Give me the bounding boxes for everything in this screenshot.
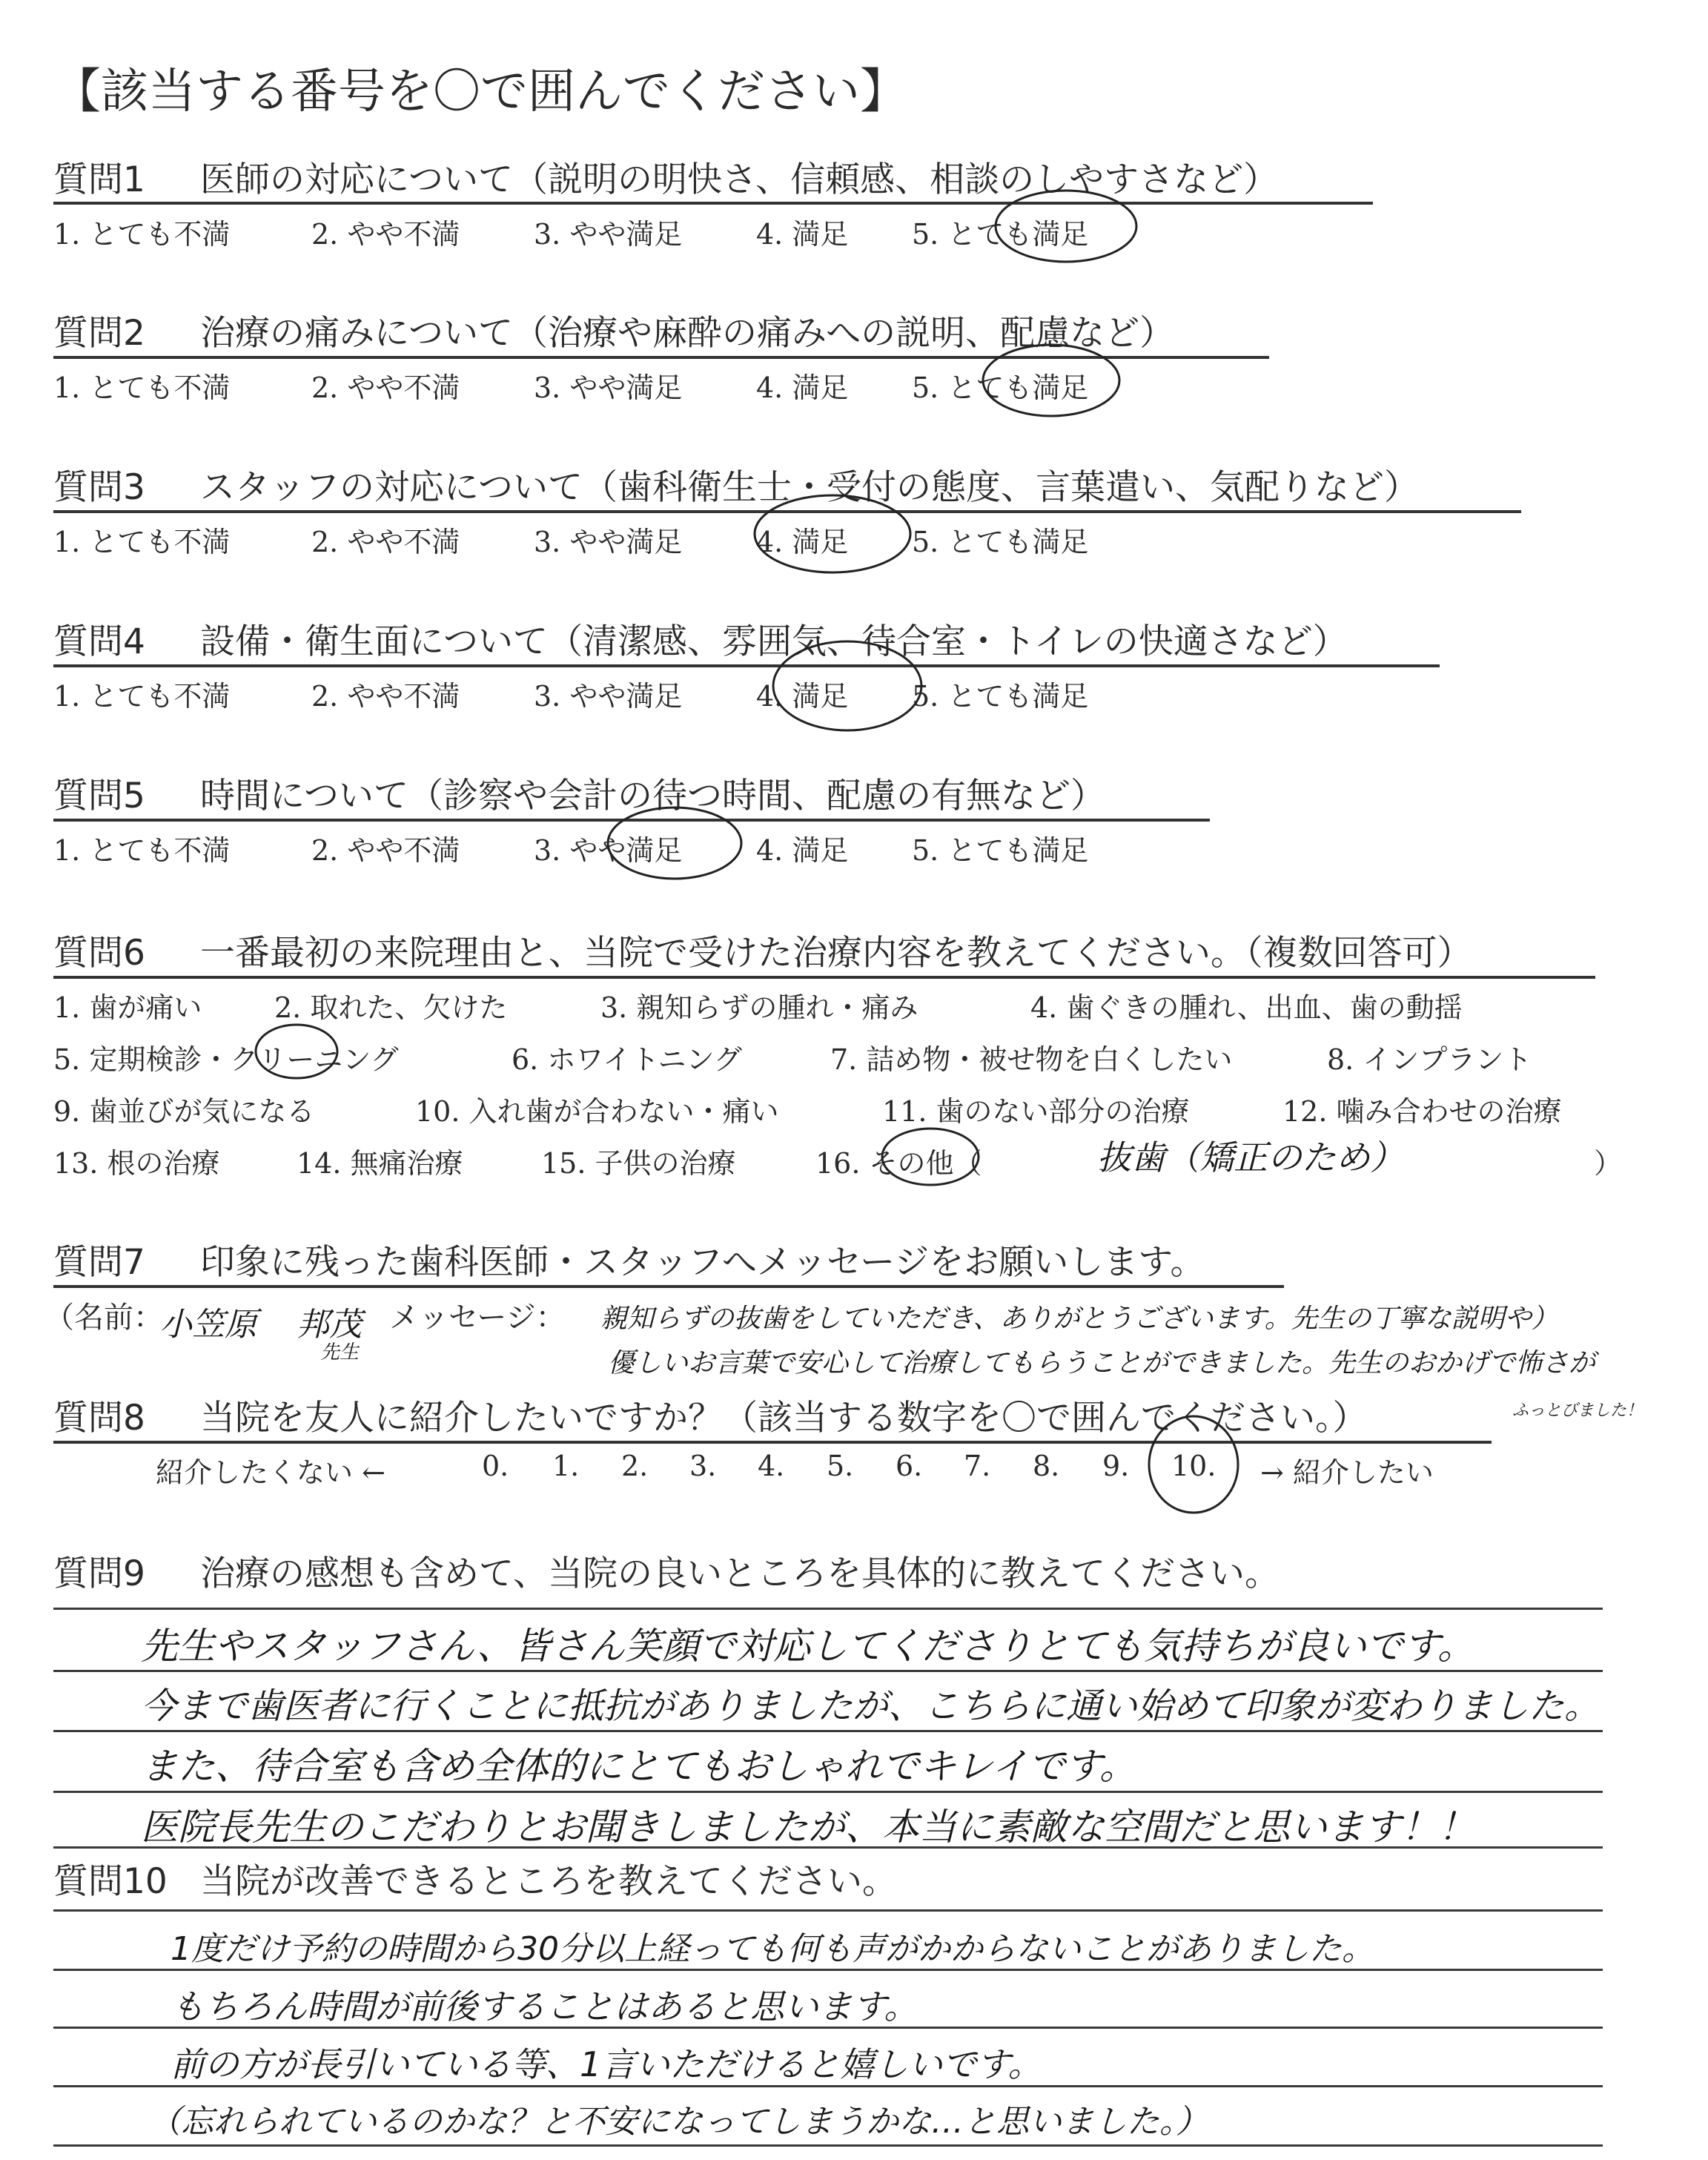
q1-label: 質問1 [53, 159, 145, 200]
q1-option-5[interactable]: 5. とても満足 [912, 218, 1089, 251]
q8-num-6[interactable]: 6. [896, 1450, 923, 1482]
q7-message-line-3[interactable]: ふっとびました！ [1512, 1401, 1644, 1420]
q6-label: 質問6 [53, 933, 145, 974]
q6-option-6[interactable]: 6. ホワイトニング [512, 1043, 742, 1076]
q8-left-label: 紹介したくない ← [156, 1456, 385, 1489]
q6-option-15[interactable]: 15. 子供の治療 [541, 1147, 736, 1180]
q8-num-7[interactable]: 7. [964, 1450, 991, 1482]
q9-answer-line-2[interactable]: 今まで歯医者に行くことに抵抗がありましたが、こちらに通い始めて印象が変わりました。 [141, 1685, 1601, 1727]
q6-option-3[interactable]: 3. 親知らずの腫れ・痛み [600, 991, 918, 1024]
q2-option-2[interactable]: 2. やや不満 [311, 371, 460, 404]
q1-answer-circle [996, 191, 1136, 262]
q6-option-14[interactable]: 14. 無痛治療 [297, 1147, 463, 1180]
q5-answer-circle [608, 807, 741, 879]
q10-answer-line-4[interactable]: （忘れられているのかな？と不安になってしまうかな…と思いました。） [148, 2103, 1208, 2141]
q6-option-8[interactable]: 8. インプラント [1327, 1043, 1532, 1076]
q5-option-4[interactable]: 4. 満足 [756, 834, 849, 867]
q7-name-honorific: 先生 [320, 1341, 360, 1364]
q9-answer-line-4[interactable]: 医院長先生のこだわりとお聞きしましたが、本当に素敵な空間だと思います！！ [141, 1806, 1475, 1849]
q7-message-line-2[interactable]: 優しいお言葉で安心して治療してもらうことができました。先生のおかげで怖さが [608, 1348, 1596, 1378]
q8-num-10[interactable]: 10. [1171, 1450, 1217, 1482]
q5-option-3[interactable]: 3. やや満足 [534, 834, 683, 867]
q7-label: 質問7 [53, 1242, 145, 1283]
q3-label: 質問3 [53, 467, 145, 508]
page-title: 【該当する番号を〇で囲んでください】 [53, 65, 907, 119]
q6-option-16[interactable]: 16. その他（ [815, 1147, 982, 1180]
q6-option-12[interactable]: 12. 噛み合わせの治療 [1282, 1095, 1562, 1128]
q1-option-2[interactable]: 2. やや不満 [311, 218, 460, 251]
q9-answer-line-3[interactable]: また、待合室も含め全体的にとてもおしゃれでキレイです。 [141, 1745, 1136, 1788]
q5-option-5[interactable]: 5. とても満足 [912, 834, 1089, 867]
q6-option-7[interactable]: 7. 詰め物・被せ物を白くしたい [830, 1043, 1233, 1076]
q4-option-5[interactable]: 5. とても満足 [912, 680, 1089, 713]
q1-option-4[interactable]: 4. 満足 [756, 218, 849, 251]
q6-option-1[interactable]: 1. 歯が痛い [53, 991, 202, 1024]
q9-question: 治療の感想も含めて、当院の良いところを具体的に教えてください。 [200, 1553, 1280, 1594]
q1-question: 医師の対応について（説明の明快さ、信頼感、相談のしやすさなど） [200, 159, 1279, 200]
q6-option-2[interactable]: 2. 取れた、欠けた [274, 991, 508, 1024]
q8-right-label: → 紹介したい [1260, 1456, 1434, 1489]
q6-question: 一番最初の来院理由と、当院で受けた治療内容を教えてください。（複数回答可） [200, 933, 1472, 974]
q4-option-4[interactable]: 4. 満足 [756, 680, 849, 713]
q3-option-1[interactable]: 1. とても不満 [53, 526, 231, 558]
q1-option-1[interactable]: 1. とても不満 [53, 218, 231, 251]
q5-question: 時間について（診察や会計の待つ時間、配慮の有無など） [200, 776, 1106, 816]
q10-answer-line-1[interactable]: 1度だけ予約の時間から30分以上経っても何も声がかからないことがありました。 [171, 1930, 1374, 1968]
q3-option-2[interactable]: 2. やや不満 [311, 526, 460, 558]
q8-num-2[interactable]: 2. [621, 1450, 649, 1482]
q6-option-11[interactable]: 11. 歯のない部分の治療 [882, 1095, 1190, 1128]
q7-message-label: メッセージ： [389, 1301, 566, 1335]
q4-label: 質問4 [53, 621, 145, 662]
q2-answer-circle [983, 345, 1119, 416]
q9-label: 質問9 [53, 1553, 145, 1594]
q3-question: スタッフの対応について（歯科衛生士・受付の態度、言葉遣い、気配りなど） [200, 467, 1420, 508]
q8-num-4[interactable]: 4. [758, 1450, 785, 1482]
q2-label: 質問2 [53, 313, 145, 354]
q3-option-4[interactable]: 4. 満足 [756, 526, 849, 558]
q6-option-5[interactable]: 5. 定期検診・クリーニング [53, 1043, 399, 1076]
q6-option-9[interactable]: 9. 歯並びが気になる [53, 1095, 315, 1128]
q10-answer-line-3[interactable]: 前の方が長引いている等、1言いただけると嬉しいです。 [171, 2044, 1042, 2084]
q10-answer-line-2[interactable]: もちろん時間が前後することはあると思います。 [171, 1986, 918, 2027]
q1-option-3[interactable]: 3. やや満足 [534, 218, 683, 251]
q8-num-8[interactable]: 8. [1033, 1450, 1060, 1482]
q7-name-handwritten[interactable]: 小笠原 [159, 1306, 257, 1344]
q8-num-5[interactable]: 5. [827, 1450, 854, 1482]
q8-num-9[interactable]: 9. [1102, 1450, 1130, 1482]
q2-option-4[interactable]: 4. 満足 [756, 371, 849, 404]
q4-answer-circle [773, 641, 921, 730]
q7-name-handwritten-2[interactable]: 邦茂 [297, 1306, 362, 1344]
q6-answer-circle-5 [256, 1025, 337, 1078]
q2-option-3[interactable]: 3. やや満足 [534, 371, 683, 404]
q4-option-3[interactable]: 3. やや満足 [534, 680, 683, 713]
q6-option-4[interactable]: 4. 歯ぐきの腫れ、出血、歯の動揺 [1030, 991, 1463, 1024]
q8-question: 当院を友人に紹介したいですか？（該当する数字を〇で囲んでください。） [200, 1398, 1368, 1439]
q6-other-close-paren: ） [1594, 1147, 1623, 1180]
q2-option-5[interactable]: 5. とても満足 [912, 371, 1089, 404]
q6-answer-circle-16 [882, 1129, 979, 1185]
q4-question: 設備・衛生面について（清潔感、雰囲気、待合室・トイレの快適さなど） [200, 621, 1348, 662]
q2-question: 治療の痛みについて（治療や麻酔の痛みへの説明、配慮など） [200, 313, 1175, 354]
q3-answer-circle [755, 495, 910, 572]
q6-option-10[interactable]: 10. 入れ歯が合わない・痛い [415, 1095, 779, 1128]
q6-option-13[interactable]: 13. 根の治療 [53, 1147, 220, 1180]
q3-option-5[interactable]: 5. とても満足 [912, 526, 1089, 558]
q5-option-2[interactable]: 2. やや不満 [311, 834, 460, 867]
q8-num-3[interactable]: 3. [689, 1450, 717, 1482]
q10-question: 当院が改善できるところを教えてください。 [200, 1861, 897, 1902]
q4-option-2[interactable]: 2. やや不満 [311, 680, 460, 713]
q7-message-line-1[interactable]: 親知らずの抜歯をしていただき、ありがとうございます。先生の丁寧な説明や） [600, 1304, 1558, 1334]
q3-option-3[interactable]: 3. やや満足 [534, 526, 683, 558]
q8-num-0[interactable]: 0. [482, 1450, 509, 1482]
q10-label: 質問10 [53, 1861, 168, 1902]
q5-option-1[interactable]: 1. とても不満 [53, 834, 231, 867]
q7-question: 印象に残った歯科医師・スタッフへメッセージをお願いします。 [200, 1242, 1205, 1283]
q8-answer-circle [1149, 1416, 1238, 1513]
q7-name-label: （名前： [44, 1301, 163, 1335]
q8-num-1[interactable]: 1. [552, 1450, 580, 1482]
q9-answer-line-1[interactable]: 先生やスタッフさん、皆さん笑顔で対応してくださりとても気持ちが良いです。 [141, 1625, 1474, 1668]
q5-label: 質問5 [53, 776, 145, 816]
q8-label: 質問8 [53, 1398, 145, 1439]
q6-other-handwritten[interactable]: 抜歯（矯正のため） [1097, 1137, 1404, 1178]
q4-option-1[interactable]: 1. とても不満 [53, 680, 231, 713]
q2-option-1[interactable]: 1. とても不満 [53, 371, 231, 404]
